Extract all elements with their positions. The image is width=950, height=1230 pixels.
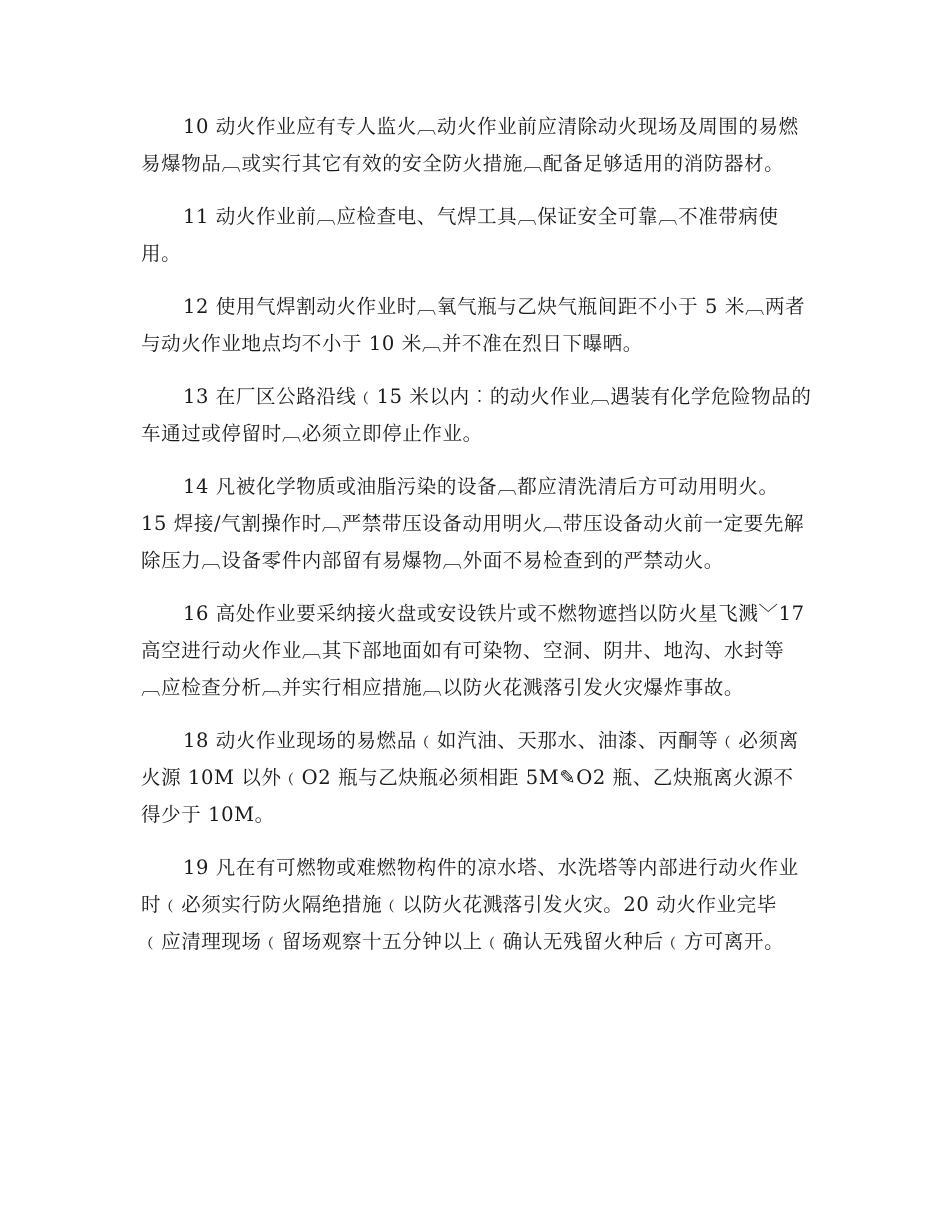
paragraph-14: 14 凡被化学物质或油脂污染的设备︹都应清洗清后方可动用明火。: [183, 475, 779, 498]
paragraph-11: 11 动火作业前︹应检查电、气焊工具︹保证安全可靠︹不准带病使用。: [141, 205, 779, 265]
paragraph-13: 13 在厂区公路沿线﹙15 米以内︰的动火作业︹遇装有化学危险物品的车通过或停留时︹必须立即停止作业。: [141, 385, 812, 445]
paragraph-16: 16 高处作业要采纳接火盘或安设铁片或不燃物遮挡以防火星飞溅﹀17 高空进行动火作业︹其下部地面如有可染物、空洞、阴井、地沟、水封等︹应检查分析︹并实行相应措施︹以防火花溅落引发火灾爆炸事故。: [141, 602, 805, 699]
paragraph-12: 12 使用气焊割动火作业时︹氧气瓶与乙炔气瓶间距不小于 5 米︹两者与动火作业地点均不小于 10 米︹并不准在烈日下曝晒。: [141, 295, 806, 355]
paragraph-18: 18 动火作业现场的易燃品﹙如汽油、天那水、油漆、丙酮等﹙必须离火源 10M 以外﹙O2 瓶与乙炔瓶必须相距 5M✎O2 瓶、乙炔瓶离火源不得少于 10M。: [141, 729, 799, 826]
paragraph-19: 19 凡在有可燃物或难燃物构件的凉水塔、水洗塔等内部进行动火作业时﹙必须实行防火隔绝措施﹙以防火花溅落引发火灾。20 动火作业完毕﹙应清理现场﹙留场观察十五分钟以上﹙确认无残留火种后﹙方可离开。: [141, 856, 799, 953]
document-body: [141, 108, 813, 976]
paragraph-15: 15 焊接/气割操作时︹严禁带压设备动用明火︹带压设备动火前一定要先解除压力︹设备零件内部留有易爆物︹外面不易检查到的严禁动火。: [141, 512, 805, 572]
paragraph-10: 10 动火作业应有专人监火︹动火作业前应清除动火现场及周围的易燃易爆物品︹或实行其它有效的安全防火措施︹配备足够适用的消防器材。: [141, 115, 799, 175]
